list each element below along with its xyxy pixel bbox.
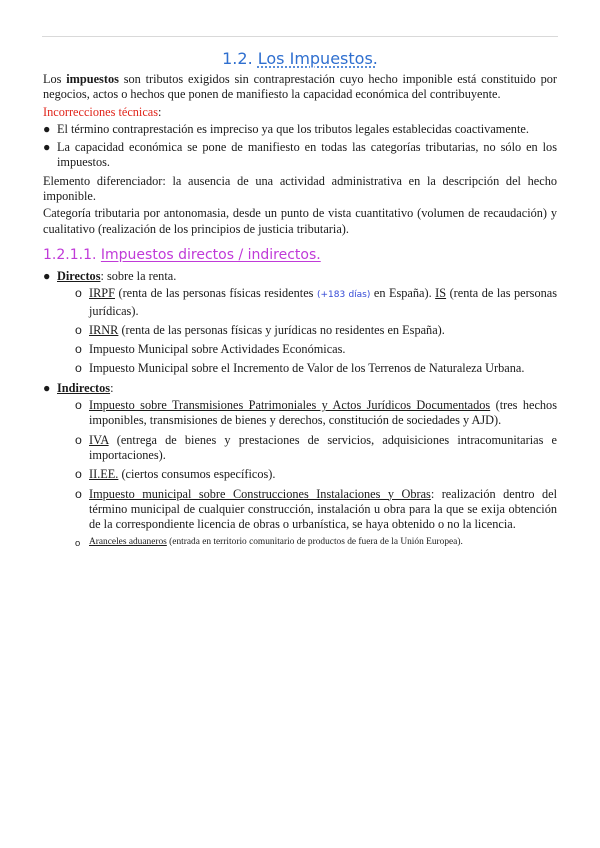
circle-bullet-icon: o bbox=[75, 398, 82, 413]
list-item bbox=[75, 398, 557, 429]
bullet-dot-icon: ● bbox=[43, 268, 51, 283]
bullet-dot-icon: ● bbox=[43, 140, 51, 155]
list-item bbox=[75, 467, 557, 482]
irpf-text: (renta de las personas físicas residentes bbox=[114, 286, 317, 301]
circle-bullet-icon: o bbox=[75, 342, 82, 357]
list-item bbox=[43, 140, 557, 171]
list-item bbox=[75, 433, 557, 464]
list-item bbox=[75, 487, 557, 533]
is-label: IS bbox=[435, 286, 447, 301]
circle-bullet-icon: o bbox=[75, 286, 82, 301]
icio-text: : realización dentro del término municipal de cualquier construcción, instalación u obra para la que se exija obtención de la correspondiente licencia de obras o urbanística, se haya obtenido o no la licencia. bbox=[89, 486, 557, 532]
list-item bbox=[75, 323, 557, 338]
circle-bullet-icon: o bbox=[75, 361, 82, 376]
list-item bbox=[75, 361, 557, 376]
incorrecciones-list bbox=[43, 122, 557, 171]
circle-bullet-icon: o bbox=[75, 537, 81, 549]
title-text: Los Impuestos. bbox=[257, 49, 378, 68]
list-item bbox=[75, 286, 557, 319]
indirectos-rest: : bbox=[110, 380, 114, 395]
page-title bbox=[43, 48, 557, 70]
bullet-text: La capacidad económica se pone de manifiesto en todas las categorías tributarias, no sólo en los impuestos. bbox=[57, 140, 557, 170]
itp-label: Impuesto sobre Transmisiones Patrimoniales y Actos Jurídicos Documentados bbox=[89, 398, 491, 413]
aranceles-label: Aranceles aduaneros bbox=[89, 537, 167, 548]
iiee-text: (ciertos consumos específicos). bbox=[118, 467, 276, 482]
iva-label: IVA bbox=[89, 432, 109, 447]
circle-bullet-icon: o bbox=[75, 486, 82, 501]
iae-text: Impuesto Municipal sobre Actividades Económicas. bbox=[89, 342, 346, 357]
irpf-label: IRPF bbox=[89, 286, 115, 301]
circle-bullet-icon: o bbox=[75, 322, 82, 337]
itp-text: (tres hechos imponibles, transmisiones de bienes y derechos, constitución de sociedades y AJD). bbox=[89, 398, 557, 428]
list-item bbox=[43, 122, 557, 137]
document-content bbox=[43, 48, 557, 553]
iva-text: (entrega de bienes y prestaciones de servicios, adquisiciones intracomunitarias e importaciones). bbox=[89, 432, 557, 462]
directos-label: Directos bbox=[57, 268, 101, 283]
section-number: 1.2.1.1. bbox=[43, 246, 97, 263]
iivtnu-text: Impuesto Municipal sobre el Incremento de Valor de los Terrenos de Naturaleza Urbana. bbox=[89, 361, 525, 376]
irpf-text-2: en España). bbox=[370, 286, 436, 301]
categoria-paragraph: Categoría tributaria por antonomasia, desde un punto de vista cuantitativo (volumen de recaudación) y cualitativo (realización de los principios de justicia tributaria). bbox=[43, 206, 557, 236]
directos-sublist bbox=[57, 286, 557, 376]
directos-rest: : sobre la renta. bbox=[100, 268, 177, 283]
title-number: 1.2. bbox=[222, 49, 253, 68]
bullet-dot-icon: ● bbox=[43, 380, 51, 395]
header-divider bbox=[42, 36, 558, 37]
indirectos-sublist bbox=[57, 398, 557, 549]
diferenciador-paragraph: Elemento diferenciador: la ausencia de una actividad administrativa en la descripción del hecho imponible. bbox=[43, 173, 557, 204]
list-item bbox=[75, 342, 557, 357]
circle-bullet-icon: o bbox=[75, 467, 82, 482]
incorrecciones-label: Incorrecciones técnicas bbox=[43, 104, 159, 119]
section-title: Impuestos directos / indirectos. bbox=[100, 246, 321, 263]
indirectos-label: Indirectos bbox=[57, 380, 111, 395]
bullet-dot-icon: ● bbox=[43, 121, 51, 136]
iiee-label: II.EE. bbox=[89, 467, 119, 482]
irnr-text: (renta de las personas físicas y jurídicas no residentes en España). bbox=[118, 322, 445, 337]
icio-label: Impuesto municipal sobre Construcciones Instalaciones y Obras bbox=[89, 486, 431, 501]
is-text: (renta de las personas jurídicas). bbox=[89, 286, 557, 318]
irnr-label: IRNR bbox=[89, 322, 119, 337]
incorrecciones-colon: : bbox=[158, 104, 162, 119]
irpf-note: (+183 días) bbox=[316, 290, 371, 301]
directos-item bbox=[43, 269, 557, 377]
indirectos-item bbox=[43, 381, 557, 550]
bullet-text: El término contraprestación es impreciso ya que los tributos legales establecidas coactivamente. bbox=[57, 121, 529, 136]
intro-rest: son tributos exigidos sin contraprestación cuyo hecho imponible está constituido por negocios, actos o hechos que ponen de manifiesto la capacidad económica del contribuyente. bbox=[43, 72, 557, 102]
intro-bold-term: impuestos bbox=[66, 72, 119, 86]
section-heading bbox=[43, 245, 557, 265]
list-item bbox=[75, 536, 557, 549]
intro-paragraph bbox=[43, 72, 557, 103]
circle-bullet-icon: o bbox=[75, 432, 82, 447]
intro-pre: Los bbox=[43, 72, 67, 86]
impuestos-list bbox=[43, 269, 557, 549]
aranceles-text: (entrada en territorio comunitario de productos de fuera de la Unión Europea). bbox=[166, 537, 463, 548]
incorrecciones-heading bbox=[43, 105, 557, 120]
